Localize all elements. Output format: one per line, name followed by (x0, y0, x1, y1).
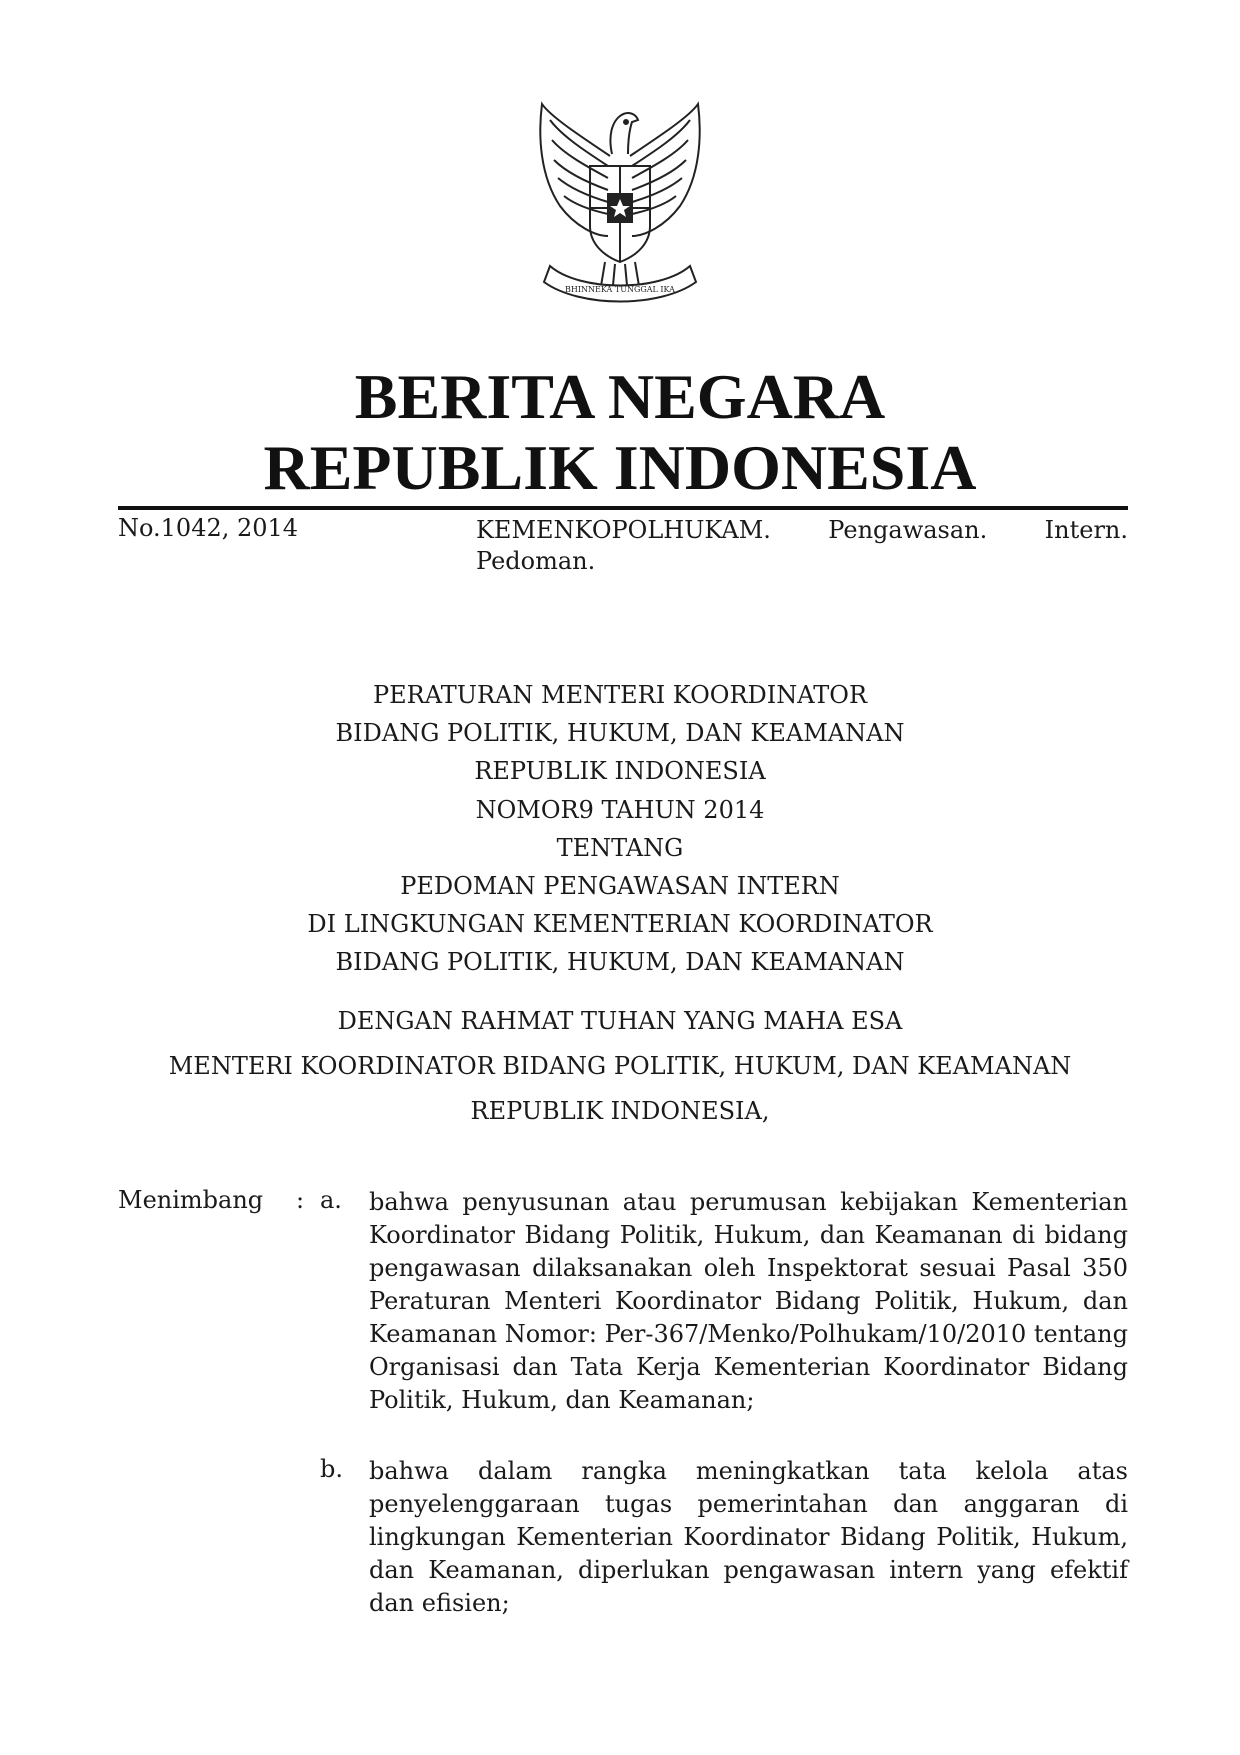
title-line: PERATURAN MENTERI KOORDINATOR (372, 681, 868, 709)
regulation-title (110, 676, 1130, 982)
considering-item-letter: b. (320, 1455, 343, 1483)
considering-item-text: bahwa penyusunan atau perumusan kebijakan Kementerian Koordinator Bidang Politik, Hukum, dan Keamanan di bidang pengawasan dilaksanakan oleh Inspektorat sesuai Pasal 350 Peraturan Menteri Koordinator Bidang Politik, Hukum, dan Keamanan Nomor: Per-367/Menko/Polhukam/10/2010 tentang Organisasi dan Tata Kerja Kementerian Koordinator Bidang Politik, Hukum, dan Keamanan; (369, 1188, 1128, 1414)
svg-text:BHINNEKA TUNGGAL IKA: BHINNEKA TUNGGAL IKA (565, 285, 675, 294)
considering-item-letter: a. (320, 1186, 342, 1214)
title-line: BIDANG POLITIK, HUKUM, DAN KEAMANAN (335, 948, 905, 977)
gazette-subject-line1: KEMENKOPOLHUKAM. Pengawasan. Intern. (476, 516, 1128, 544)
title-line: PEDOMAN PENGAWASAN INTERN (400, 872, 840, 901)
considering-label: Menimbang (118, 1186, 264, 1214)
considering-item-text: bahwa dalam rangka meningkatkan tata kelola atas penyelenggaraan tugas pemerintahan dan anggaran di lingkungan Kementerian Koordinator Bidang Politik, Hukum, dan Keamanan, diperlukan pengawasan intern yang efektif dan efisien; (369, 1457, 1128, 1617)
masthead-title-line2: REPUBLIK INDONESIA (263, 432, 977, 503)
title-line: TENTANG (556, 833, 684, 862)
masthead-title-line1: BERITA NEGARA (354, 361, 886, 432)
gazette-number: No.1042, 2014 (118, 514, 299, 542)
title-line: REPUBLIK INDONESIA (474, 757, 766, 786)
considering-colon: : (296, 1186, 305, 1214)
preamble-line: REPUBLIK INDONESIA, (470, 1097, 770, 1125)
title-line: BIDANG POLITIK, HUKUM, DAN KEAMANAN (335, 719, 905, 748)
preamble (110, 999, 1130, 1134)
preamble-line: MENTERI KOORDINATOR BIDANG POLITIK, HUKUM, DAN KEAMANAN (168, 1052, 1072, 1080)
gazette-subject-line2: Pedoman. (476, 547, 596, 575)
preamble-line: DENGAN RAHMAT TUHAN YANG MAHA ESA (337, 1007, 903, 1035)
title-line: DI LINGKUNGAN KEMENTERIAN KOORDINATOR (307, 910, 933, 939)
garuda-pancasila-emblem-icon (520, 96, 720, 308)
title-line: NOMOR9 TAHUN 2014 (475, 795, 765, 824)
masthead-divider (118, 506, 1128, 510)
